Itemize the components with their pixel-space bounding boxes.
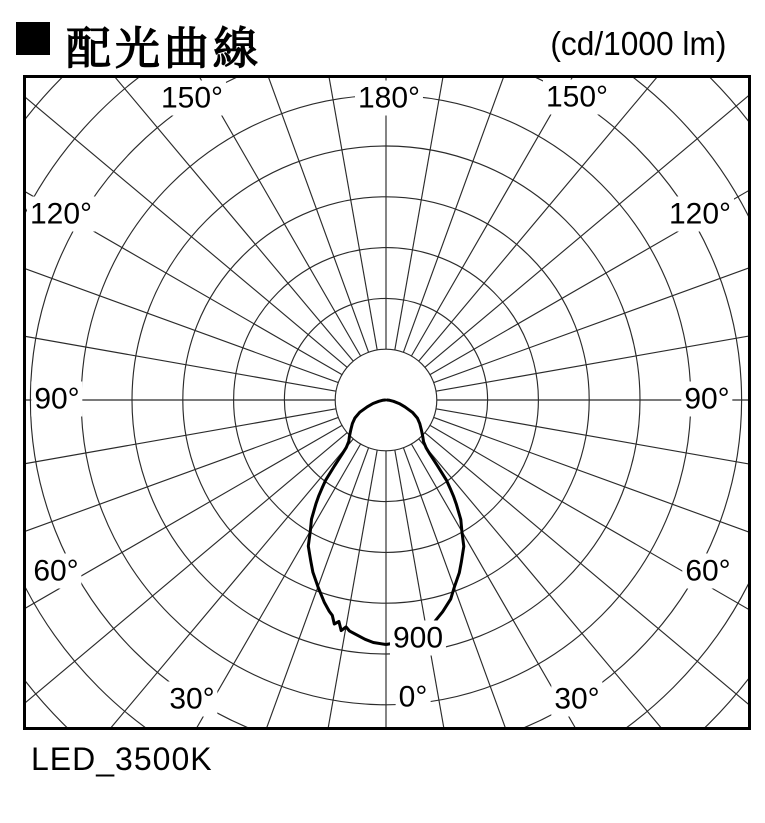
polar-grid-spoke <box>436 278 748 391</box>
angle-label-90deg: 90° <box>681 382 732 417</box>
unit-label: (cd/1000 lm) <box>549 25 726 62</box>
polar-grid-spoke <box>436 409 748 522</box>
section-marker-square <box>16 22 50 55</box>
polar-grid-spoke <box>26 417 338 639</box>
angle-label-60deg: 60° <box>682 554 733 589</box>
polar-grid-canvas <box>26 78 748 727</box>
angle-label-150deg: 150° <box>158 81 226 116</box>
page-title: 配光曲線 <box>66 23 263 74</box>
polar-grid-spoke <box>395 78 508 350</box>
polar-grid-spoke <box>264 78 377 350</box>
model-label: LED_3500K <box>31 741 213 777</box>
polar-grid-spoke <box>26 278 336 391</box>
angle-label-150deg: 150° <box>543 80 611 115</box>
angle-label-120deg: 120° <box>666 197 734 232</box>
angle-label-0deg: 0° <box>396 680 431 715</box>
polar-grid-spoke <box>434 161 748 383</box>
angle-label-30deg: 30° <box>166 682 217 717</box>
polar-grid-spoke <box>26 161 338 383</box>
angle-label-60deg: 60° <box>30 554 81 589</box>
polar-grid-spoke <box>434 417 748 639</box>
polar-distribution-chart <box>23 75 751 730</box>
angle-label-120deg: 120° <box>27 197 95 232</box>
angle-label-180deg: 180° <box>355 81 423 116</box>
max-intensity-label: 900 <box>390 621 446 656</box>
angle-label-90deg: 90° <box>31 382 82 417</box>
angle-label-30deg: 30° <box>551 682 602 717</box>
polar-grid-spoke <box>26 409 336 522</box>
